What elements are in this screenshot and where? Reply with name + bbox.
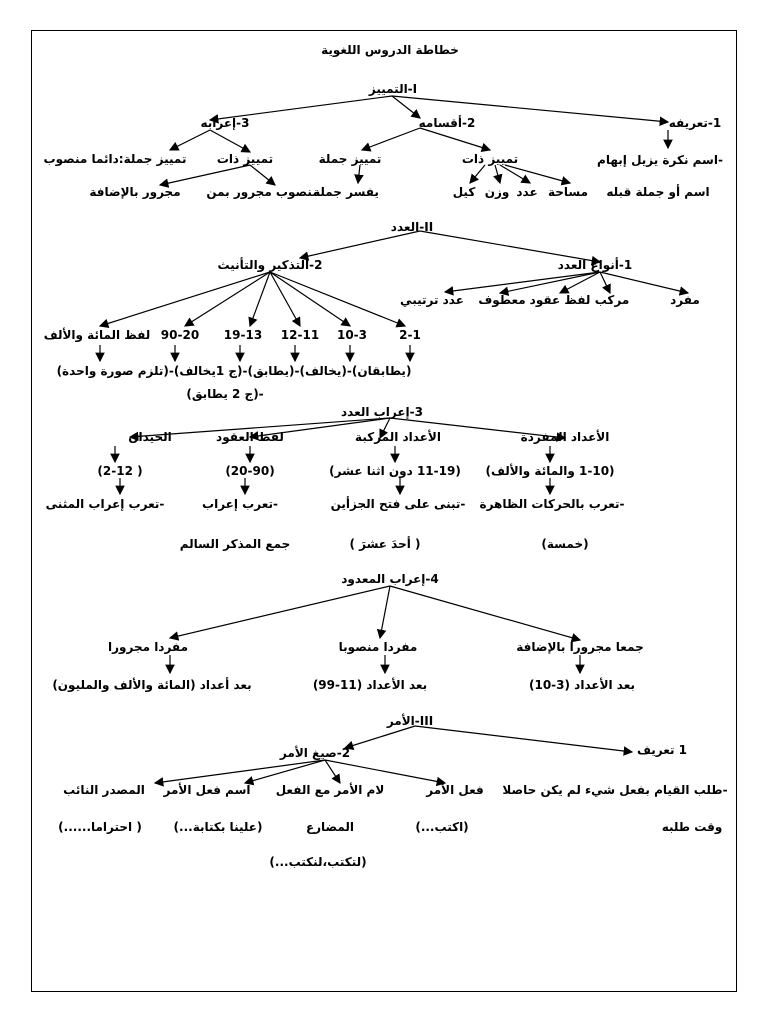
murakkaba-range: (11-19 دون اثنا عشر): [329, 464, 461, 478]
gender-label: 2-التذكير والتأنيث: [217, 258, 323, 272]
form-lam: لام الأمر مع الفعل: [275, 783, 385, 797]
type-tartibi: عدد ترتيبي: [400, 293, 464, 307]
uqud-range: (20-90): [225, 464, 275, 478]
form-masdar: المصدر النائب: [63, 783, 145, 797]
adad-types-label: 1-أنواع العدد: [557, 258, 633, 272]
gender-range-1: 2-1: [399, 328, 421, 342]
adad-heading: II-العدد: [390, 220, 434, 234]
amr-definition-text1: -طلب القيام بفعل شيء لم يكن حاصلا: [502, 783, 728, 797]
type-maatuf: معطوف: [478, 293, 526, 307]
gender-rule-line1: (يطابقان)-(يخالف)-(يطابق)-(ج 1يخالف)-(تلزم صورة واحدة): [56, 364, 412, 378]
hidan-rule: -تعرب إعراب المثنى: [45, 497, 165, 511]
division-tamyiz-that: تمييز ذات: [461, 152, 519, 166]
gender-range-5: 90-20: [160, 328, 200, 342]
uqud-label: لفظ العقود: [216, 430, 284, 444]
form-masdar-example: ( احتراما......): [58, 820, 142, 834]
tamyiz-definition-label: 1-تعريفه: [668, 116, 722, 130]
tamyiz-definition-text1: -اسم نكرة يزيل إبهام: [597, 153, 723, 167]
mufrada-label: الأعداد المفردة: [520, 430, 610, 444]
irab-majrur: مجرور بالإضافة: [89, 185, 181, 199]
division-adad: عدد: [516, 185, 538, 199]
mufrada-rule: -تعرب بالحركات الظاهرة: [479, 497, 625, 511]
murakkaba-rule: -تبنى على فتح الجزأين: [330, 497, 466, 511]
hidan-label: الحيدان: [128, 430, 172, 444]
gender-range-4: 19-13: [223, 328, 263, 342]
division-yufassir: يفسر جملة: [313, 185, 379, 199]
type-uqud: لفظ عقود: [529, 293, 591, 307]
division-wazn: وزن: [484, 185, 510, 199]
madud-majrur-jam-after: بعد الأعداد (3-10): [528, 678, 636, 692]
irab-tamyiz-that: تمييز ذات: [216, 152, 274, 166]
uqud-rule2: جمع المذكر السالم: [179, 537, 291, 551]
division-tamyiz-jumla: تمييز جملة: [318, 152, 382, 166]
uqud-rule: -تعرب إعراب: [202, 497, 278, 511]
type-murakkab: مركب: [594, 293, 630, 307]
page-title: خطاطة الدروس اللغوية: [321, 43, 459, 57]
madud-majrur-jam: جمعا مجرورا بالإضافة: [516, 640, 644, 654]
gender-range-6: لفظ المائة والألف: [43, 328, 151, 342]
irab-tamyiz-jumla: تمييز جملة:دائما منصوب: [43, 152, 187, 166]
form-lam-label2: المضارع: [305, 820, 355, 834]
division-masaha: مساحة: [547, 185, 589, 199]
form-fil-example: (اكتب...): [415, 820, 469, 834]
type-mufrad: مفرد: [670, 293, 700, 307]
tamyiz-irab-label: 3-إعرابه: [200, 116, 250, 130]
amr-definition-label: 1 تعريف: [636, 743, 688, 757]
madud-label: 4-إعراب المعدود: [341, 572, 439, 586]
page-border: [31, 30, 737, 992]
amr-forms-label: 2-صيغ الأمر: [279, 746, 351, 760]
tamyiz-definition-text2: اسم أو جملة قبله: [606, 185, 710, 199]
murakkaba-label: الأعداد المركبة: [355, 430, 441, 444]
madud-mansub-after: بعد الأعداد (11-99): [312, 678, 428, 692]
madud-majrur-mufrad: مفردا مجرورا: [107, 640, 189, 654]
tamyiz-heading: I-التمييز: [368, 82, 418, 96]
murakkaba-example: ( أحدَ عشرَ ): [349, 537, 421, 551]
hidan-range: ( 2-12): [97, 464, 143, 478]
division-kayl: كيل: [452, 185, 476, 199]
amr-definition-text2: وقت طلبه: [661, 820, 723, 834]
irab-mansub: منصوب مجرور بمن: [206, 185, 320, 199]
form-lam-example: (لتكتب،لنكتب...): [269, 855, 367, 869]
gender-range-2: 10-3: [336, 328, 368, 342]
form-fil: فعل الأمر: [426, 783, 484, 797]
madud-majrur-mufrad-after: بعد أعداد (المائة والألف والمليون): [52, 678, 252, 692]
mufrada-range: (1-10 والمائة والألف): [485, 464, 615, 478]
adad-irab-label: 3-إعراب العدد: [341, 405, 423, 419]
form-ism-example: (علينا بكتابة...): [173, 820, 263, 834]
form-ism: اسم فعل الأمر: [163, 783, 251, 797]
gender-range-3: 12-11: [280, 328, 320, 342]
mufrada-example: (خمسة): [541, 537, 589, 551]
tamyiz-divisions-label: 2-أقسامه: [418, 116, 476, 130]
amr-heading: III-الأمر: [386, 714, 434, 728]
gender-rule-line2: -(ج 2 يطابق): [186, 387, 264, 401]
madud-mansub: مفردا منصوبا: [338, 640, 418, 654]
